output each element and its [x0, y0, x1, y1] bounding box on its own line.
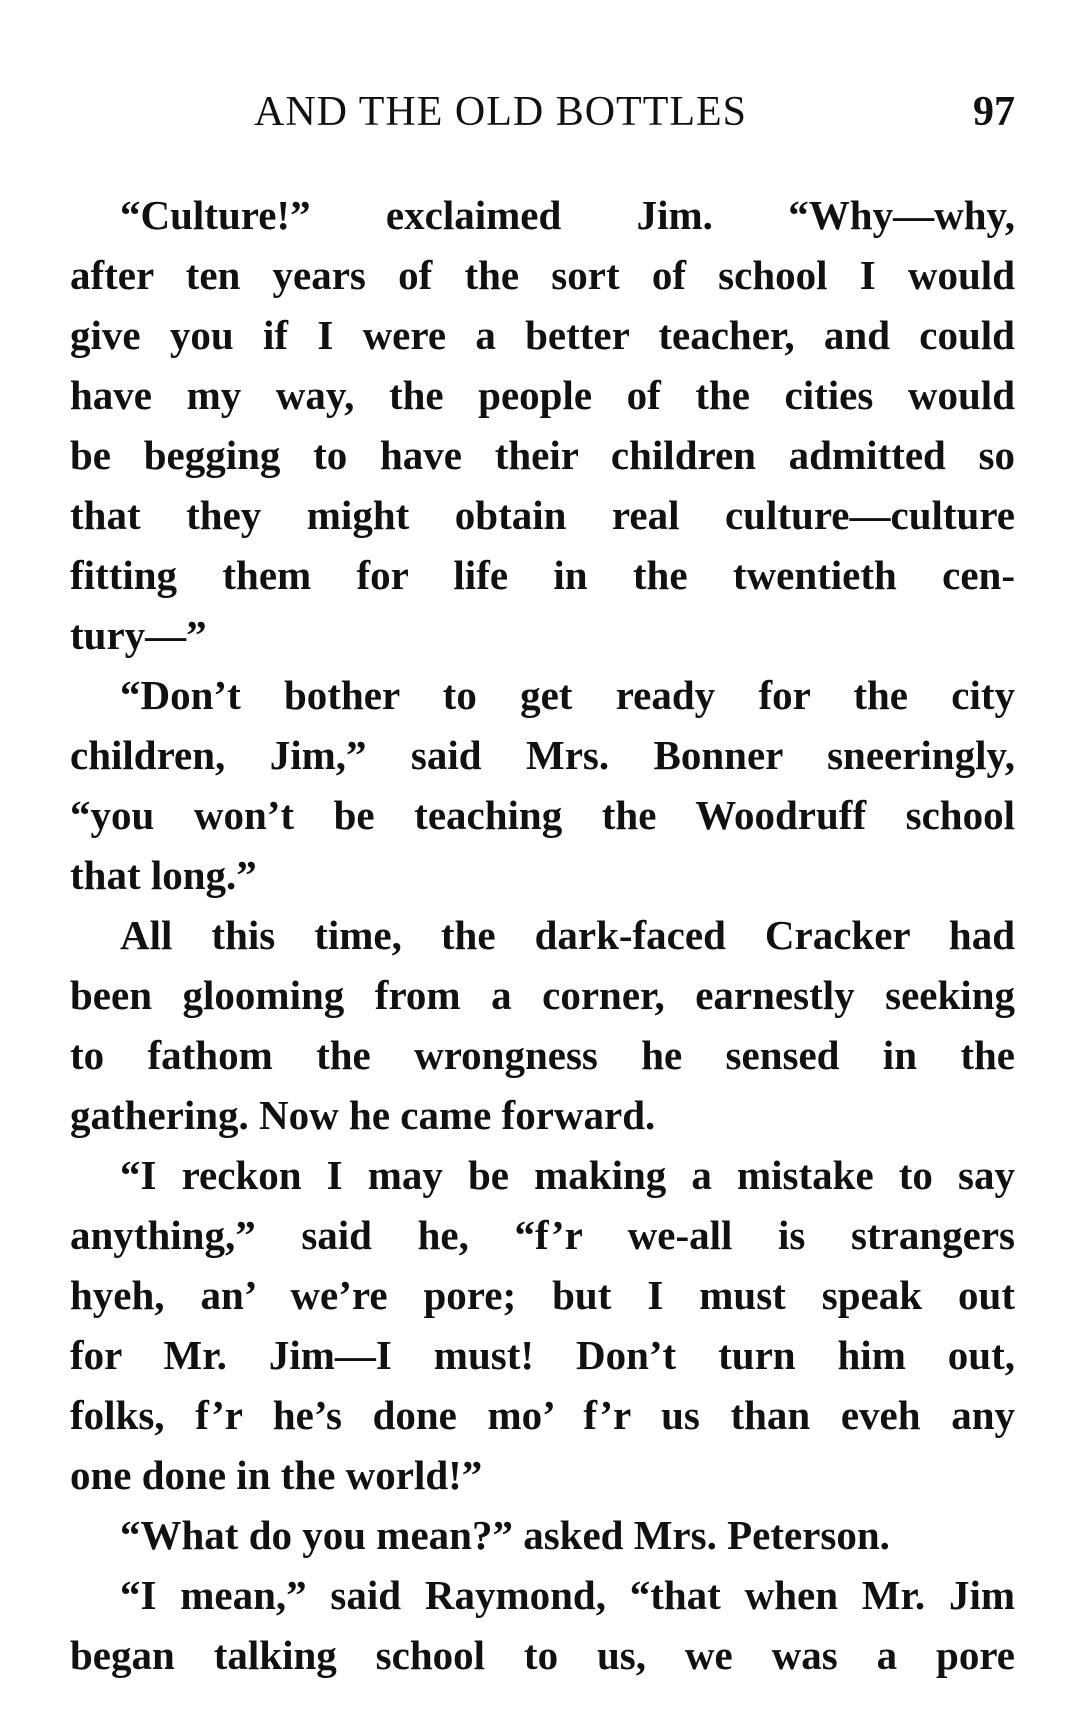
text-line: hyeh, an’ we’re pore; but I must speak out: [70, 1272, 1015, 1318]
text-line: “What do you mean?” asked Mrs. Peterson.: [120, 1512, 890, 1558]
text-line: that they might obtain real culture—culture: [70, 492, 1015, 538]
text-line: “you won’t be teaching the Woodruff school: [70, 792, 1015, 838]
text-line: after ten years of the sort of school I would: [70, 252, 1015, 298]
text-line: gathering. Now he came forward.: [70, 1092, 656, 1138]
page-number: 97: [973, 89, 1015, 135]
text-line: give you if I were a better teacher, and could: [70, 312, 1015, 358]
body-text: [70, 185, 1015, 1685]
text-line: one done in the world!”: [70, 1452, 483, 1498]
text-line: folks, f’r he’s done mo’ f’r us than eveh any: [70, 1392, 1015, 1438]
text-line: tury—”: [70, 612, 207, 658]
text-line: fitting them for life in the twentieth cen-: [70, 552, 1015, 598]
running-head: AND THE OLD BOTTLES: [254, 89, 748, 135]
text-line: for Mr. Jim—I must! Don’t turn him out,: [70, 1332, 1015, 1378]
text-line: been glooming from a corner, earnestly seeking: [70, 972, 1015, 1018]
text-line: began talking school to us, we was a pore: [70, 1632, 1015, 1678]
text-line: be begging to have their children admitted so: [70, 432, 1015, 478]
text-line: anything,” said he, “f’r we-all is strangers: [70, 1212, 1015, 1258]
text-line: “Don’t bother to get ready for the city: [120, 672, 1015, 718]
text-line: “I reckon I may be making a mistake to say: [120, 1152, 1015, 1198]
text-line: “Culture!” exclaimed Jim. “Why—why,: [120, 192, 1015, 238]
text-line: All this time, the dark-faced Cracker had: [120, 912, 1015, 958]
page-header: [70, 82, 1015, 142]
text-line: children, Jim,” said Mrs. Bonner sneeringly,: [70, 732, 1015, 778]
text-line: have my way, the people of the cities would: [70, 372, 1015, 418]
text-line: that long.”: [70, 852, 257, 898]
text-line: “I mean,” said Raymond, “that when Mr. Jim: [120, 1572, 1015, 1618]
text-line: to fathom the wrongness he sensed in the: [70, 1032, 1015, 1078]
